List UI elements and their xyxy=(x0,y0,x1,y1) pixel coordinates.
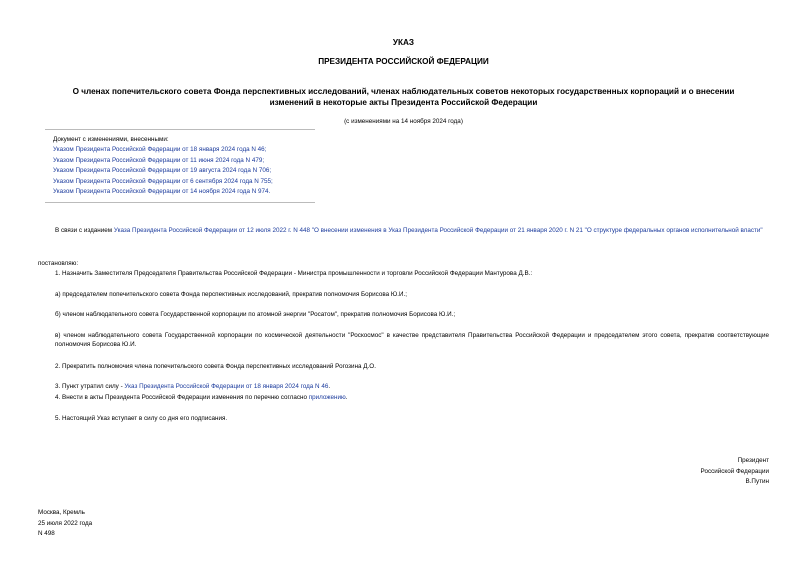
appendix-link[interactable]: приложению xyxy=(308,394,346,401)
preamble-prefix: В связи с изданием xyxy=(55,227,114,234)
paragraph-1: 1. Назначить Заместителя Председателя Правительства Российской Федерации - Министра промышленности и торговли Российской Федерации Мантурова Д.В.: xyxy=(55,270,533,277)
paragraph-3 xyxy=(55,383,330,390)
paragraph-2: 2. Прекратить полномочия члена попечительского совета Фонда перспективных исследований Рогозина Д.О. xyxy=(55,363,376,370)
document-type-title: УКАЗ xyxy=(392,38,415,47)
revision-note: (с изменениями на 14 ноября 2024 года) xyxy=(344,118,463,125)
signature-name: В.Путин xyxy=(745,478,769,485)
changes-box xyxy=(45,129,315,203)
signing-date: 25 июля 2022 года xyxy=(38,519,93,527)
paragraph-1b: б) членом наблюдательного совета Государственной корпорации по атомной энергии "Росатом", прекратив полномочия Борисова Ю.И.; xyxy=(55,311,456,318)
paragraph-4-prefix: 4. Внести в акты Президента Российской Федерации изменения по перечню согласно xyxy=(55,394,309,401)
change-link-4[interactable]: Указом Президента Российской Федерации от 6 сентября 2024 года N 755; xyxy=(53,177,273,185)
change-link-2[interactable]: Указом Президента Российской Федерации от 11 июня 2024 года N 479; xyxy=(53,156,265,164)
change-link-5[interactable]: Указом Президента Российской Федерации от 14 ноября 2024 года N 974. xyxy=(53,188,271,195)
signing-place: Москва, Кремль xyxy=(38,509,85,516)
paragraph-3-suffix: . xyxy=(328,383,331,390)
paragraph-1a: а) председателем попечительского совета Фонда перспективных исследований, прекратив полномочия Борисова Ю.И.; xyxy=(55,291,408,298)
signature-country: Российской Федерации xyxy=(700,467,769,475)
document-subject xyxy=(0,86,807,108)
paragraph-4 xyxy=(55,394,348,401)
decree-number: N 498 xyxy=(38,530,55,537)
signature-position: Президент xyxy=(737,457,769,464)
paragraph-3-prefix: 3. Пункт утратил силу - xyxy=(55,383,125,390)
place-date-block xyxy=(38,508,92,540)
signature-block xyxy=(701,456,769,488)
subject-line-1: О членах попечительского совета Фонда перспективных исследований, членах наблюдательных советов некоторых государственных корпораций и о внесении xyxy=(72,87,735,96)
paragraph-1c: в) членом наблюдательного совета Государственной корпорации по космической деятельности "Роскосмос" в качестве представителя Правительства Российской Федерации и председателем этого совета, прекратив соответствующие полномочия Борисова Ю.И. xyxy=(55,332,769,348)
paragraph-5: 5. Настоящий Указ вступает в силу со дня его подписания. xyxy=(55,415,228,422)
preamble-decree-link[interactable]: Указа Президента Российской Федерации от 12 июля 2022 г. N 448 "О внесении изменения в Указ Президента Российской Федерации от 21 января 2020 г. N 21 "О структуре федеральных органов исполнительной власти" xyxy=(113,227,763,234)
preamble-paragraph xyxy=(55,226,769,235)
subject-line-2: изменений в некоторые акты Президента Российской Федерации xyxy=(269,98,538,107)
change-link-3[interactable]: Указом Президента Российской Федерации от 19 августа 2024 года N 706; xyxy=(53,167,272,174)
changes-label: Документ с изменениями, внесенными: xyxy=(53,136,169,143)
paragraph-4-suffix: . xyxy=(345,394,348,401)
change-link-1[interactable]: Указом Президента Российской Федерации от 18 января 2024 года N 46; xyxy=(53,146,267,153)
issuer-title: ПРЕЗИДЕНТА РОССИЙСКОЙ ФЕДЕРАЦИИ xyxy=(318,57,489,66)
decree-word: постановляю: xyxy=(38,260,79,267)
paragraph-3-link[interactable]: Указ Президента Российской Федерации от 18 января 2024 года N 46 xyxy=(124,383,329,390)
